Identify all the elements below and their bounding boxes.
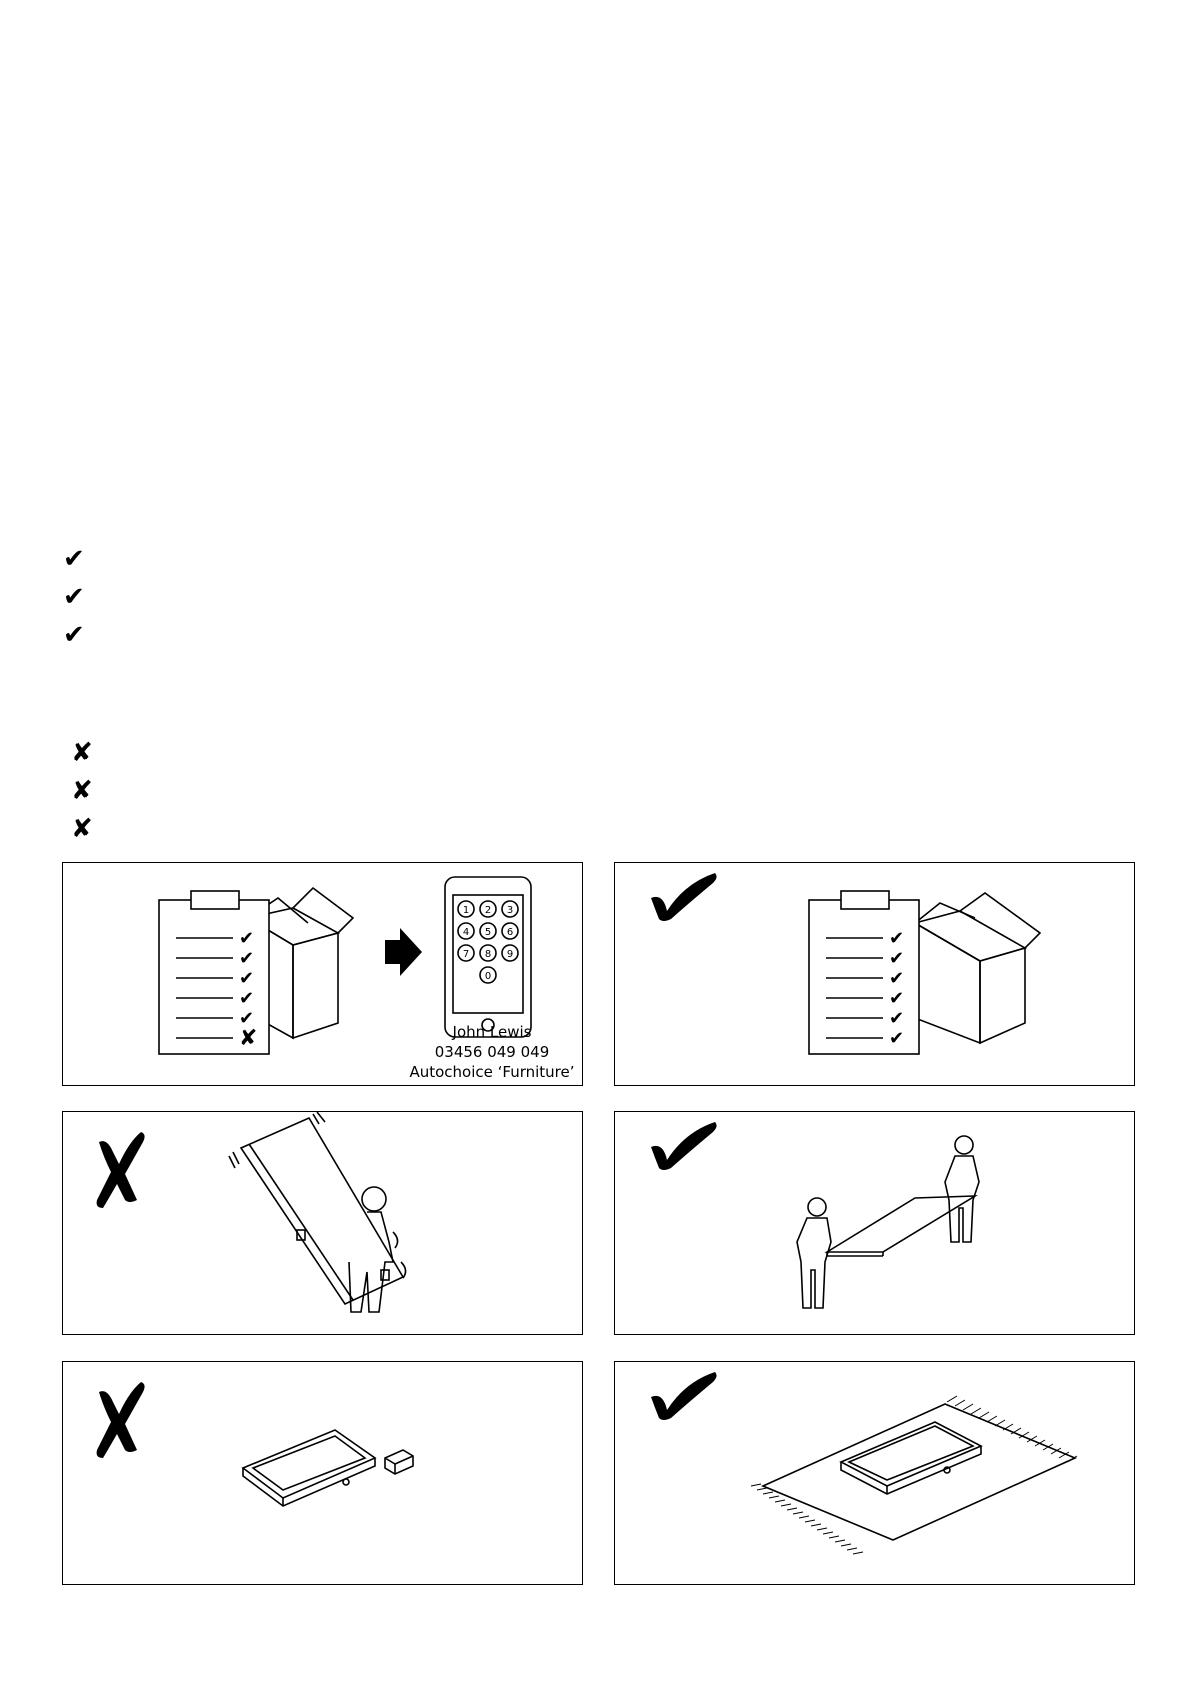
phone-note: Autochoice ‘Furniture’ [409,1063,575,1081]
check-icon [651,873,717,921]
panel-assemble-on-rug [614,1361,1135,1585]
check-icon: ✔ [239,928,255,949]
contact-details [403,1022,581,1082]
frame-on-rug-illustration [615,1362,1136,1586]
svg-text:5: 5 [484,927,492,938]
svg-text:3: 3 [506,905,514,916]
svg-text:✔: ✔ [889,988,905,1009]
check-icon: ✔ [239,988,255,1009]
cross-icon [97,1132,145,1208]
cross-icon: ✘ [71,738,93,768]
svg-text:9: 9 [506,949,514,960]
frame-on-floor-illustration [63,1362,584,1586]
cross-icon: ✘ [71,776,93,806]
check-icon: ✔ [239,948,255,969]
check-icon: ✔ [63,544,85,574]
cross-icon: ✘ [239,1026,258,1051]
clipboard-box-illustration [615,863,1136,1087]
panel-check-contents [62,862,583,1086]
svg-text:✔: ✔ [889,968,905,989]
panel-assemble-hard-floor [62,1361,583,1585]
svg-text:8: 8 [484,949,492,960]
two-person-carry-illustration [615,1112,1136,1336]
check-icon [651,1372,717,1420]
brand-name: John Lewis [452,1023,532,1041]
panel-contents-ok [614,862,1135,1086]
panel-two-person-carry [614,1111,1135,1335]
panel-single-carry [62,1111,583,1335]
svg-text:4: 4 [462,927,470,938]
check-icon [651,1122,717,1170]
cross-icon [97,1382,145,1458]
svg-text:2: 2 [484,905,492,916]
svg-text:✔: ✔ [889,928,905,949]
check-icon: ✔ [63,582,85,612]
phone-number: 03456 049 049 [434,1043,550,1061]
check-icon: ✔ [63,620,85,650]
cross-icon: ✘ [71,814,93,844]
svg-text:✔: ✔ [889,1008,905,1029]
svg-text:✔: ✔ [889,948,905,969]
svg-text:0: 0 [484,971,492,982]
svg-text:✔: ✔ [889,1028,905,1049]
check-icon: ✔ [239,1008,255,1029]
svg-text:6: 6 [506,927,514,938]
single-carry-illustration [63,1112,584,1336]
svg-text:7: 7 [462,949,470,960]
svg-text:1: 1 [462,905,470,916]
arrow-right-icon [385,928,422,976]
check-icon: ✔ [239,968,255,989]
